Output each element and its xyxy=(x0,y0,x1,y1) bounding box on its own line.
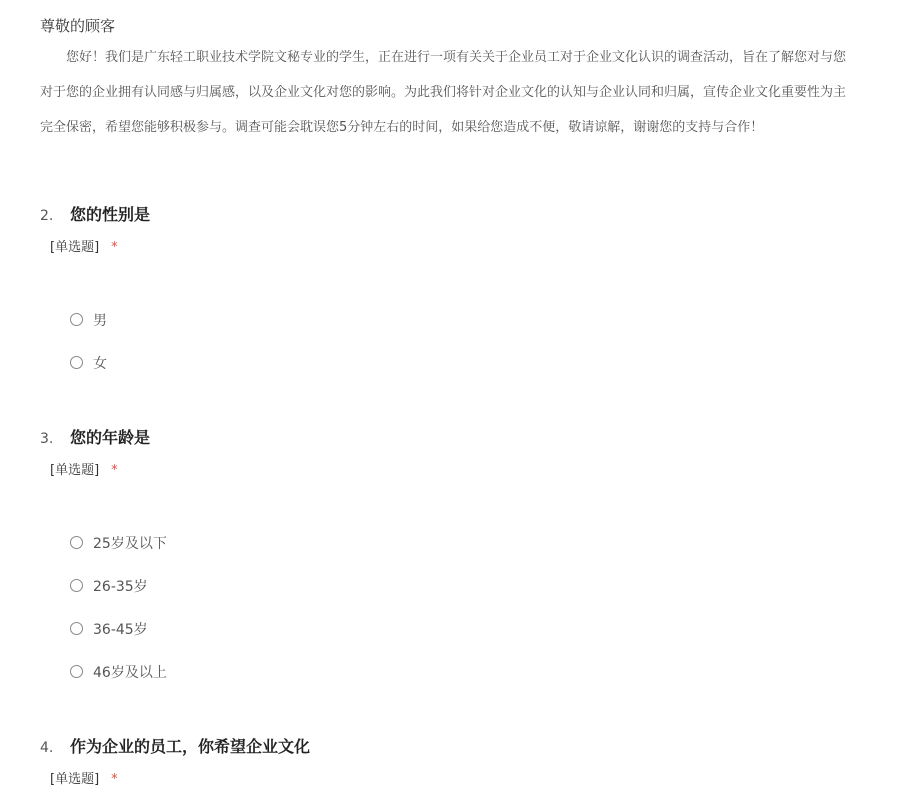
intro-paragraph-line-1: 您好！我们是广东轻工职业技术学院文秘专业的学生，正在进行一项有关关于企业员工对于企业文化认识的调查活动，旨在了解您对与您 xyxy=(40,50,847,65)
question-type-label xyxy=(50,770,880,790)
question-type: [单选题] xyxy=(50,772,100,787)
option-label: 女 xyxy=(93,355,107,372)
question-title xyxy=(40,734,880,758)
radio-button[interactable] xyxy=(70,579,83,592)
question-title xyxy=(40,425,880,449)
survey-intro xyxy=(40,14,900,155)
option-female[interactable] xyxy=(70,341,880,384)
radio-button[interactable] xyxy=(70,313,83,326)
required-marker: * xyxy=(111,772,118,787)
radio-button[interactable] xyxy=(70,356,83,369)
question-type: [单选题] xyxy=(50,463,100,478)
question-type-label xyxy=(50,461,880,481)
required-marker: * xyxy=(111,463,118,478)
option-list xyxy=(70,298,880,384)
radio-button[interactable] xyxy=(70,665,83,678)
option-age-26-35[interactable] xyxy=(70,564,880,607)
question-gender xyxy=(40,202,880,384)
question-type-label xyxy=(50,238,880,258)
option-age-46-above[interactable] xyxy=(70,650,880,693)
question-text: 您的年龄是 xyxy=(70,428,151,447)
question-number: 2. xyxy=(40,208,54,224)
intro-paragraph-line-2: 对于您的企业拥有认同感与归属感，以及企业文化对您的影响。为此我们将针对企业文化的认知与企业认同和归属，宣传企业文化重要性为主 xyxy=(40,85,847,100)
option-label: 25岁及以下 xyxy=(93,535,167,552)
option-age-36-45[interactable] xyxy=(70,607,880,650)
option-list xyxy=(70,521,880,693)
question-number: 3. xyxy=(40,431,54,447)
question-number: 4. xyxy=(40,740,54,756)
option-label: 36-45岁 xyxy=(93,621,148,638)
question-text: 您的性别是 xyxy=(70,205,151,224)
question-corporate-culture xyxy=(40,734,880,790)
greeting-text: 尊敬的顾客 xyxy=(40,17,116,35)
option-male[interactable] xyxy=(70,298,880,341)
question-text: 作为企业的员工，你希望企业文化 xyxy=(70,737,311,756)
option-age-25-below[interactable] xyxy=(70,521,880,564)
radio-button[interactable] xyxy=(70,622,83,635)
question-type: [单选题] xyxy=(50,240,100,255)
option-label: 26-35岁 xyxy=(93,578,148,595)
intro-paragraph-line-3: 完全保密，希望您能够积极参与。调查可能会耽误您5分钟左右的时间，如果给您造成不便，敬请谅解，谢谢您的支持与合作！ xyxy=(40,120,764,135)
option-label: 46岁及以上 xyxy=(93,664,167,681)
option-label: 男 xyxy=(93,312,107,329)
required-marker: * xyxy=(111,240,118,255)
radio-button[interactable] xyxy=(70,536,83,549)
question-age xyxy=(40,425,880,693)
question-title xyxy=(40,202,880,226)
